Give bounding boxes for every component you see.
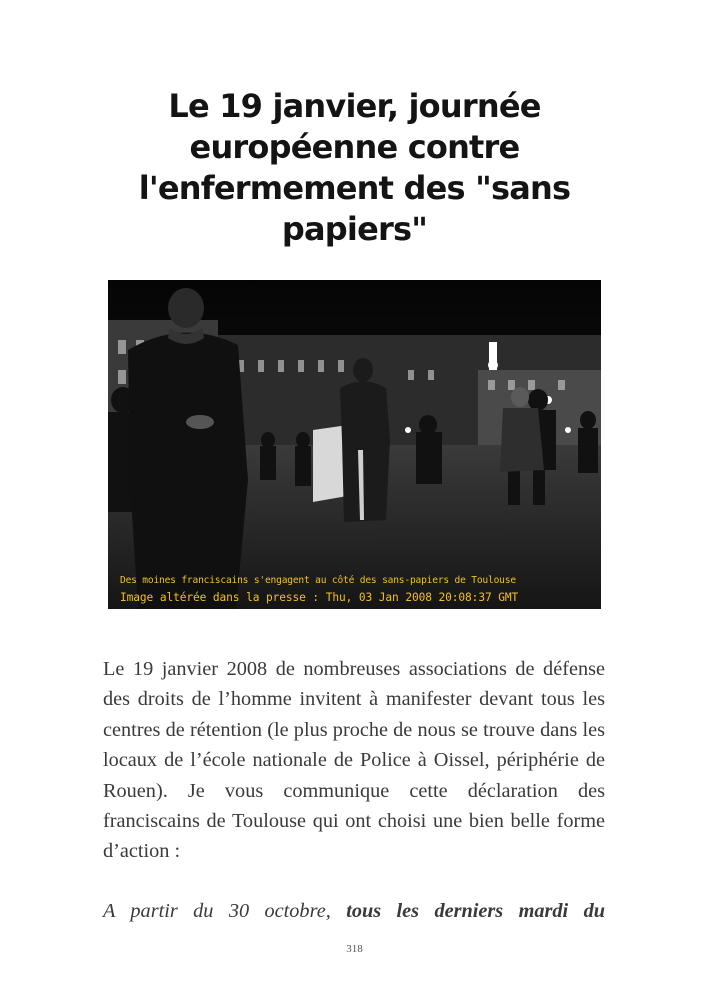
- article-title: Le 19 janvier, journée européenne contre l'enfermement des "sans papiers": [138, 87, 571, 248]
- photo-caption-line1: Des moines franciscains s'engagent au côté des sans-papiers de Toulouse: [120, 575, 516, 586]
- emphasis-italic: A partir du 30 octobre,: [103, 900, 331, 922]
- emphasis-line: [103, 898, 605, 924]
- body-paragraph: [103, 654, 605, 867]
- paragraph-text: Le 19 janvier 2008 de nombreuses associations de défense des droits de l’homme invitent à manifester devant tous les centres de rétention (le plus proche de nous se trouve dans les locaux de l’école nationale de Police à Oissel, périphérie de Rouen). Je vous communique cette déclaration des franciscains de Toulouse qui ont choisi une bien belle forme d’action :: [103, 658, 605, 863]
- emphasis-bold: tous les derniers mardi du: [346, 900, 605, 922]
- page-number: 318: [346, 943, 363, 955]
- night-square-scene: [108, 280, 601, 609]
- photo-caption-line2: Image altérée dans la presse : Thu, 03 Jan 2008 20:08:37 GMT: [120, 591, 519, 604]
- news-photo: [108, 280, 601, 609]
